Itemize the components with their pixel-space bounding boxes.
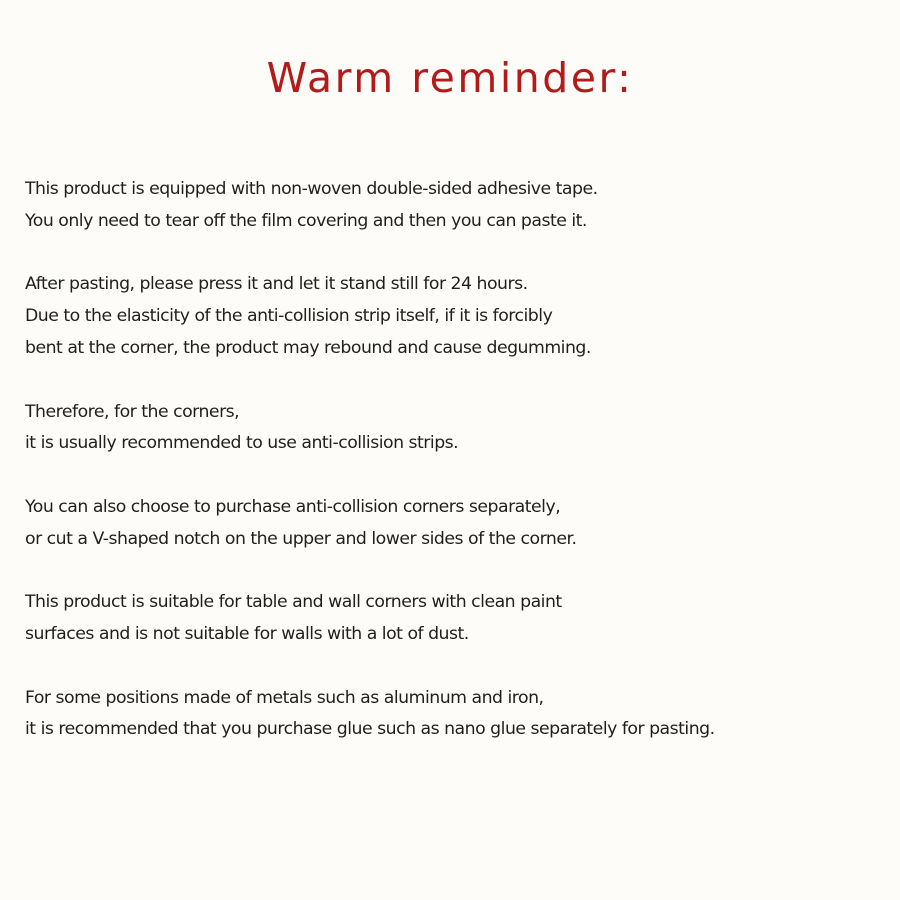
text-line: it is usually recommended to use anti-collision strips. — [25, 433, 459, 454]
reminder-body — [25, 174, 897, 778]
paragraph-corners — [25, 397, 897, 460]
text-line: After pasting, please press it and let it stand still for 24 hours. — [25, 274, 528, 295]
text-line: Due to the elasticity of the anti-collision strip itself, if it is forcibly — [25, 306, 553, 327]
page-title: Warm reminder: — [266, 54, 634, 102]
text-line: For some positions made of metals such as aluminum and iron, — [25, 687, 544, 708]
text-line: This product is suitable for table and wall corners with clean paint — [25, 592, 562, 613]
text-line: Therefore, for the corners, — [25, 401, 240, 422]
paragraph-alternatives — [25, 492, 897, 555]
paragraph-adhesive-tape — [25, 174, 897, 237]
text-line: This product is equipped with non-woven double-sided adhesive tape. — [25, 179, 598, 199]
text-line: surfaces and is not suitable for walls with a lot of dust. — [25, 624, 469, 645]
paragraph-metal-surfaces — [25, 683, 897, 746]
text-line: You can also choose to purchase anti-collision corners separately, — [25, 496, 561, 517]
text-line: or cut a V-shaped notch on the upper and lower sides of the corner. — [25, 528, 577, 549]
text-line: You only need to tear off the film covering and then you can paste it. — [25, 210, 587, 231]
text-line: it is recommended that you purchase glue such as nano glue separately for pasting. — [25, 719, 715, 740]
paragraph-pasting — [25, 269, 897, 364]
paragraph-suitability — [25, 587, 897, 650]
text-line: bent at the corner, the product may rebound and cause degumming. — [25, 337, 591, 358]
